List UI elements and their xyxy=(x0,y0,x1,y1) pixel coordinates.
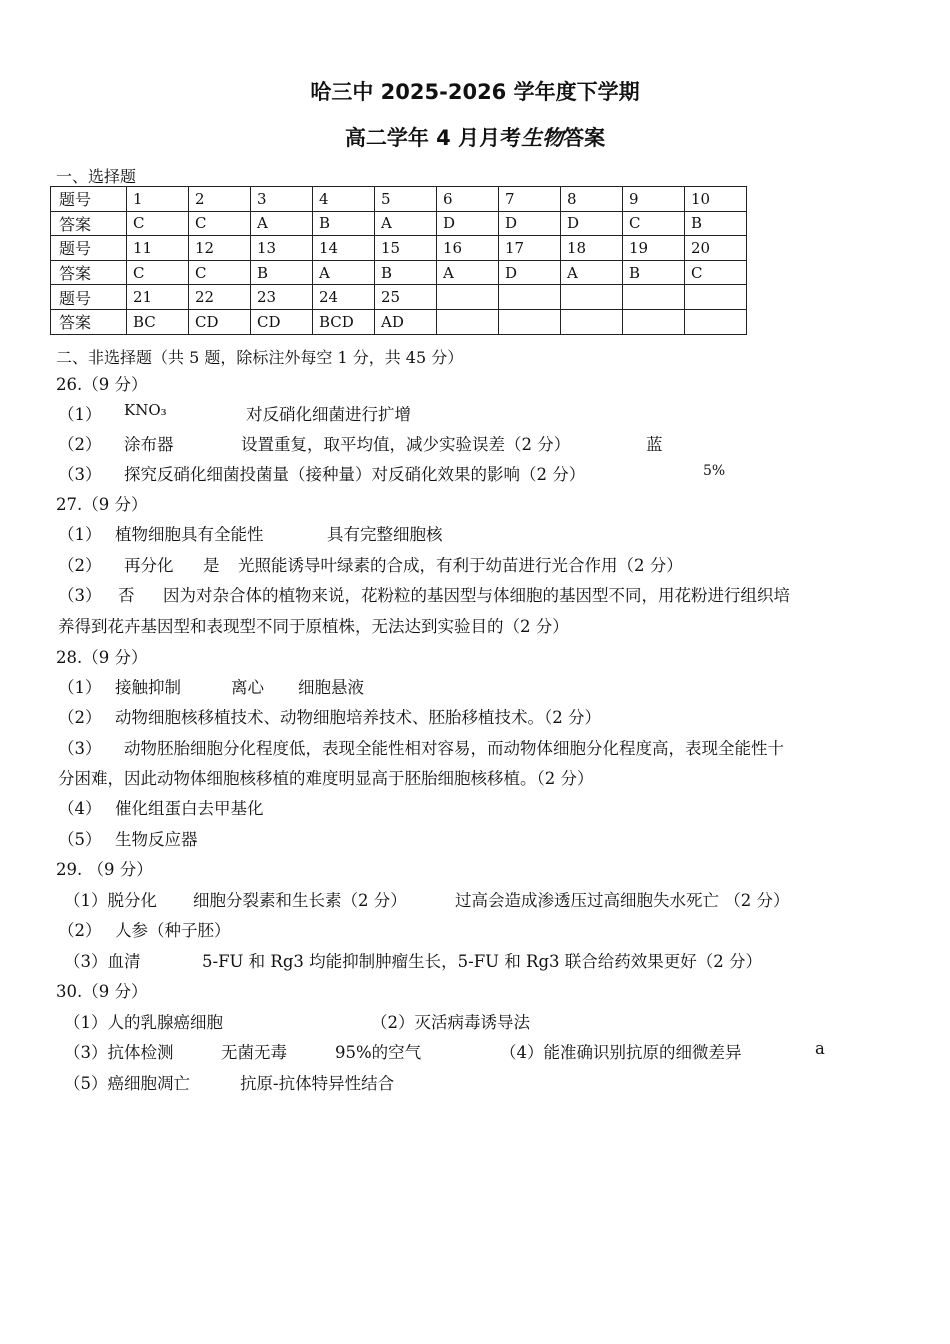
q28-4: 分困难，因此动物体细胞核移植的难度明显高于胚胎细胞核移植。（2 分） xyxy=(58,769,594,788)
q28-2-a: 动物细胞核移植技术、动物细胞培养技术、胚胎移植技术。（2 分） xyxy=(115,708,601,727)
q29-1-b: 细胞分裂素和生长素（2 分） xyxy=(193,891,407,910)
page-title: 哈三中 2025-2026 学年度下学期 xyxy=(310,80,640,104)
question-number-cell: 3 xyxy=(251,187,313,212)
question-number-cell: 11 xyxy=(127,236,189,261)
answer-cell: C xyxy=(127,211,189,236)
q28-3-num: （3） xyxy=(58,739,102,758)
answer-cell: BC xyxy=(127,309,189,334)
q28-6-num: （5） xyxy=(58,830,102,849)
table-row-answers xyxy=(51,260,747,285)
q30-3-a: （5）癌细胞凋亡 xyxy=(64,1074,190,1093)
question-number-cell: 17 xyxy=(499,236,561,261)
answer-cell: C xyxy=(189,260,251,285)
question-number-cell xyxy=(685,285,747,310)
answer-cell: D xyxy=(437,211,499,236)
q29-2-a: 人参（种子胚） xyxy=(115,921,231,940)
answer-cell: B xyxy=(313,211,375,236)
row-label-question: 题号 xyxy=(51,187,127,212)
question-number-cell: 13 xyxy=(251,236,313,261)
table-row-question-numbers xyxy=(51,236,747,261)
answer-cell: C xyxy=(127,260,189,285)
question-number-cell: 12 xyxy=(189,236,251,261)
answer-cell xyxy=(499,309,561,334)
q30-heading: 30.（9 分） xyxy=(56,982,148,1001)
q27-2-num: （2） xyxy=(58,556,102,575)
q26-heading: 26.（9 分） xyxy=(56,375,148,394)
question-number-cell xyxy=(437,285,499,310)
q27-2-a: 再分化 xyxy=(124,556,174,575)
page-subtitle xyxy=(0,122,950,152)
subtitle-part-a: 高二学年 4 月月考 xyxy=(344,126,522,150)
q27-1-b: 具有完整细胞核 xyxy=(327,525,443,544)
question-number-cell: 16 xyxy=(437,236,499,261)
answer-cell: CD xyxy=(251,309,313,334)
table-row-question-numbers xyxy=(51,187,747,212)
question-number-cell: 18 xyxy=(561,236,623,261)
answer-cell: AD xyxy=(375,309,437,334)
answer-cell: A xyxy=(313,260,375,285)
answer-cell: C xyxy=(189,211,251,236)
q27-heading: 27.（9 分） xyxy=(56,495,148,514)
answer-cell: BCD xyxy=(313,309,375,334)
q26-3-b: 5% xyxy=(703,463,726,479)
q29-1-a: （1）脱分化 xyxy=(64,891,157,910)
question-number-cell: 22 xyxy=(189,285,251,310)
answer-table xyxy=(50,186,747,335)
q30-1-a: （1）人的乳腺癌细胞 xyxy=(64,1013,223,1032)
q26-2-c: 蓝 xyxy=(646,435,663,454)
question-number-cell: 21 xyxy=(127,285,189,310)
answer-cell: D xyxy=(499,211,561,236)
answer-cell: A xyxy=(251,211,313,236)
row-label-question: 题号 xyxy=(51,285,127,310)
q28-2-num: （2） xyxy=(58,708,102,727)
table-row-question-numbers xyxy=(51,285,747,310)
section-nonchoice-heading: 二、非选择题（共 5 题，除标注外每空 1 分，共 45 分） xyxy=(56,348,464,367)
answer-cell: C xyxy=(623,211,685,236)
q30-2-d: （4）能准确识别抗原的细微差异 xyxy=(500,1043,742,1062)
q26-2-a: 涂布器 xyxy=(124,435,174,454)
row-label-answer: 答案 xyxy=(51,309,127,334)
subtitle-part-b: 答案 xyxy=(563,126,606,150)
q27-3-num: （3） xyxy=(58,586,102,605)
answer-cell: A xyxy=(437,260,499,285)
q28-1-c: 细胞悬液 xyxy=(298,678,364,697)
answer-cell: C xyxy=(685,260,747,285)
answer-cell: A xyxy=(561,260,623,285)
answer-cell xyxy=(685,309,747,334)
question-number-cell: 4 xyxy=(313,187,375,212)
answer-cell xyxy=(561,309,623,334)
row-label-question: 题号 xyxy=(51,236,127,261)
q30-2-c: 95%的空气 xyxy=(335,1043,422,1062)
question-number-cell: 8 xyxy=(561,187,623,212)
question-number-cell: 7 xyxy=(499,187,561,212)
q29-3-a: （3）血清 xyxy=(64,952,141,971)
question-number-cell: 10 xyxy=(685,187,747,212)
q27-3-b: 因为对杂合体的植物来说，花粉粒的基因型与体细胞的基因型不同，用花粉进行组织培 xyxy=(163,586,790,605)
q28-1-num: （1） xyxy=(58,678,102,697)
q30-1-b: （2）灭活病毒诱导法 xyxy=(371,1013,530,1032)
question-number-cell: 6 xyxy=(437,187,499,212)
question-number-cell: 2 xyxy=(189,187,251,212)
row-label-answer: 答案 xyxy=(51,260,127,285)
answer-cell: B xyxy=(623,260,685,285)
q27-4: 养得到花卉基因型和表现型不同于原植株，无法达到实验目的（2 分） xyxy=(58,617,569,636)
q27-2-b: 是 xyxy=(203,556,220,575)
answer-cell: D xyxy=(499,260,561,285)
q26-3-num: （3） xyxy=(58,465,102,484)
q30-3-b: 抗原-抗体特异性结合 xyxy=(240,1074,395,1093)
q28-5-num: （4） xyxy=(58,799,102,818)
q28-1-b: 离心 xyxy=(231,678,264,697)
q27-3-a: 否 xyxy=(118,586,135,605)
answer-cell: D xyxy=(561,211,623,236)
q30-2-e: a xyxy=(815,1039,825,1058)
question-number-cell: 24 xyxy=(313,285,375,310)
q26-1-a: KNO₃ xyxy=(124,401,167,419)
q27-1-a: 植物细胞具有全能性 xyxy=(115,525,264,544)
q30-2-b: 无菌无毒 xyxy=(221,1043,287,1062)
q29-heading: 29. （9 分） xyxy=(56,860,153,879)
answer-cell xyxy=(437,309,499,334)
question-number-cell: 20 xyxy=(685,236,747,261)
q26-1-b: 对反硝化细菌进行扩增 xyxy=(246,405,411,424)
table-row-answers xyxy=(51,211,747,236)
q26-2-num: （2） xyxy=(58,435,102,454)
q28-6-a: 生物反应器 xyxy=(115,830,198,849)
question-number-cell: 5 xyxy=(375,187,437,212)
q28-3-a: 动物胚胎细胞分化程度低，表现全能性相对容易，而动物体细胞分化程度高，表现全能性十 xyxy=(124,739,784,758)
q26-1-num: （1） xyxy=(58,405,102,424)
row-label-answer: 答案 xyxy=(51,211,127,236)
q30-2-a: （3）抗体检测 xyxy=(64,1043,174,1062)
question-number-cell: 23 xyxy=(251,285,313,310)
subject-stamp: 生物 xyxy=(521,125,564,150)
q28-1-a: 接触抑制 xyxy=(115,678,181,697)
q27-1-num: （1） xyxy=(58,525,102,544)
question-number-cell: 14 xyxy=(313,236,375,261)
section-choice-heading: 一、选择题 xyxy=(56,167,137,186)
q26-2-b: 设置重复，取平均值，减少实验误差（2 分） xyxy=(241,435,571,454)
table-row-answers xyxy=(51,309,747,334)
q27-2-c: 光照能诱导叶绿素的合成，有利于幼苗进行光合作用（2 分） xyxy=(238,556,683,575)
q29-2-num: （2） xyxy=(58,921,102,940)
q28-heading: 28.（9 分） xyxy=(56,648,148,667)
q28-5-a: 催化组蛋白去甲基化 xyxy=(115,799,264,818)
q29-3-b: 5-FU 和 Rg3 均能抑制肿瘤生长，5-FU 和 Rg3 联合给药效果更好（2 分） xyxy=(202,952,763,971)
q29-1-c: 过高会造成渗透压过高细胞失水死亡 （2 分） xyxy=(455,891,790,910)
answer-cell: B xyxy=(685,211,747,236)
question-number-cell: 15 xyxy=(375,236,437,261)
question-number-cell: 1 xyxy=(127,187,189,212)
answer-cell: CD xyxy=(189,309,251,334)
question-number-cell xyxy=(499,285,561,310)
q26-3-a: 探究反硝化细菌投菌量（接种量）对反硝化效果的影响（2 分） xyxy=(124,465,586,484)
answer-cell: A xyxy=(375,211,437,236)
question-number-cell xyxy=(623,285,685,310)
answer-cell: B xyxy=(375,260,437,285)
question-number-cell: 25 xyxy=(375,285,437,310)
question-number-cell: 19 xyxy=(623,236,685,261)
answer-cell: B xyxy=(251,260,313,285)
answer-cell xyxy=(623,309,685,334)
question-number-cell xyxy=(561,285,623,310)
question-number-cell: 9 xyxy=(623,187,685,212)
